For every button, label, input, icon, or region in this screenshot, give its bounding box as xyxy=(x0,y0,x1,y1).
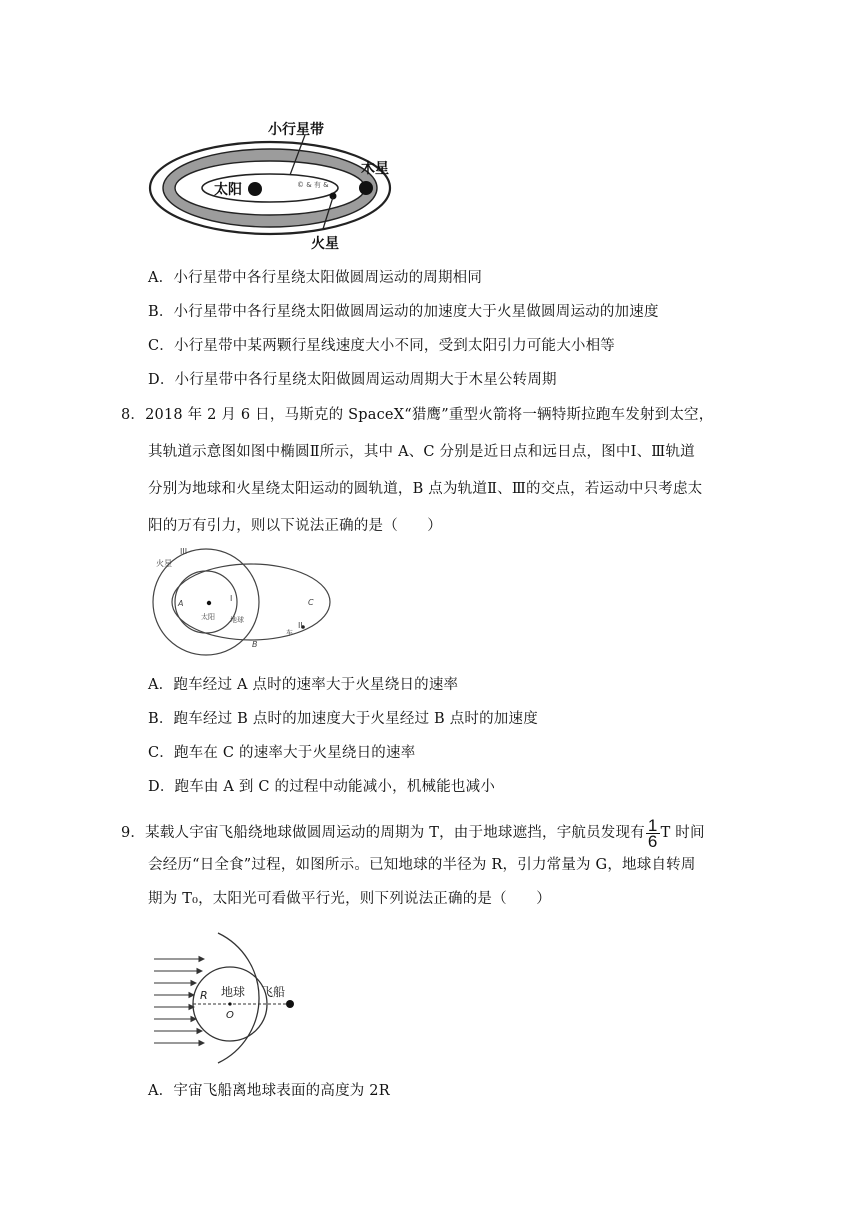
label-ship: 飞船 xyxy=(261,985,286,999)
q9-stem-line-3: 期为 T₀，太阳光可看做平行光，则下列说法正确的是（ ） xyxy=(148,891,551,907)
orbit-I-earth xyxy=(175,571,237,633)
orbit-II-car xyxy=(172,564,330,640)
asteroid-belt-label: 小行星带 xyxy=(268,122,324,138)
q8-option-a: A．跑车经过 A 点时的速率大于火星绕日的速率 xyxy=(148,677,459,693)
tesla-orbit-diagram xyxy=(148,542,333,662)
eclipse-figure xyxy=(148,925,308,1065)
belt-inner-edge xyxy=(175,161,365,215)
q9-stem-line-2: 会经历“日全食”过程，如图所示。已知地球的半径为 R，引力常量为 G，地球自转周 xyxy=(148,857,696,873)
sun-label: 太阳 xyxy=(214,182,242,198)
label-C: C xyxy=(308,598,314,607)
fraction-numerator: 1 xyxy=(647,815,658,835)
spaceship-dot xyxy=(286,1000,294,1008)
fraction-denominator: 6 xyxy=(647,831,658,851)
q9-option-a: A．宇宙飞船离地球表面的高度为 2R xyxy=(148,1083,390,1099)
label-car: 车 xyxy=(286,629,293,637)
label-earth: 地球 xyxy=(230,616,244,624)
label-III: III xyxy=(180,547,188,556)
q7-option-c: C．小行星带中某两颗行星线速度大小不同，受到太阳引力可能大小相等 xyxy=(148,338,615,354)
label-R: R xyxy=(200,989,208,1002)
q8-option-d: D．跑车由 A 到 C 的过程中动能减小，机械能也减小 xyxy=(148,779,496,795)
q8-stem-line-2: 其轨道示意图如图中椭圆Ⅱ所示，其中 A、C 分别是近日点和远日点，图中Ⅰ、Ⅲ轨道 xyxy=(148,444,695,460)
q9-stem-line-1-after: T 时间 xyxy=(660,825,705,841)
label-A: A xyxy=(178,599,184,608)
q7-option-d: D．小行星带中各行星绕太阳做圆周运动周期大于木星公转周期 xyxy=(148,372,557,388)
sun-dot xyxy=(207,601,211,605)
q8-option-c: C．跑车在 C 的速率大于火星绕日的速率 xyxy=(148,745,416,761)
belt-inner-label: © & 有 & xyxy=(297,181,329,189)
jupiter-label: 木星 xyxy=(361,161,389,177)
label-I: I xyxy=(230,594,233,603)
sun-dot xyxy=(248,182,262,196)
q8-stem-line-3: 分别为地球和火星绕太阳运动的圆轨道，B 点为轨道Ⅱ、Ⅲ的交点，若运动中只考虑太 xyxy=(148,481,703,497)
mars-label: 火星 xyxy=(311,236,339,252)
label-sun: 太阳 xyxy=(201,613,215,621)
q8-stem-line-1: 8．2018 年 2 月 6 日，马斯克的 SpaceX“猎鹰”重型火箭将一辆特斯拉跑车发射到太空， xyxy=(121,407,714,423)
q8-stem-line-4: 阳的万有引力，则以下说法正确的是（ ） xyxy=(148,518,442,534)
label-B: B xyxy=(252,640,258,649)
q7-option-a: A．小行星带中各行星绕太阳做圆周运动的周期相同 xyxy=(148,270,483,286)
label-earth: 地球 xyxy=(221,985,246,999)
eclipse-diagram xyxy=(148,925,308,1065)
label-O: O xyxy=(226,1010,234,1021)
sunlight-arrows xyxy=(154,959,204,1043)
q8-option-b: B．跑车经过 B 点时的加速度大于火星经过 B 点时的加速度 xyxy=(148,711,538,727)
center-dot xyxy=(228,1002,231,1005)
fraction-one-sixth xyxy=(646,815,660,851)
asteroid-belt-band xyxy=(169,155,371,221)
tesla-orbit-figure xyxy=(148,542,333,662)
asteroid-belt-diagram xyxy=(148,117,398,257)
q9-stem-line-1-before: 9．某载人宇宙飞船绕地球做圆周运动的周期为 T，由于地球遮挡，宇航员发现有 xyxy=(121,825,645,841)
jupiter-dot xyxy=(359,181,373,195)
q9-stem-line-1 xyxy=(121,816,705,850)
label-II: II xyxy=(298,621,303,630)
asteroid-belt-figure xyxy=(148,117,398,257)
label-mars: 火星 xyxy=(156,559,172,568)
q7-option-b: B．小行星带中各行星绕太阳做圆周运动的加速度大于火星做圆周运动的加速度 xyxy=(148,304,659,320)
